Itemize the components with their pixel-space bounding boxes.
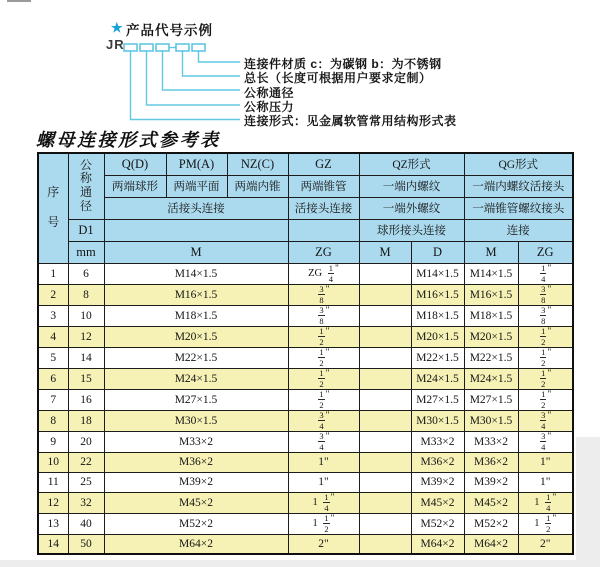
- m-cell: M39×2: [104, 472, 288, 492]
- dn-cell: 18: [68, 410, 104, 431]
- qz-d-cell: M45×2: [411, 492, 464, 513]
- table-title: 螺母连接形式参考表: [36, 130, 221, 150]
- table-row: [38, 534, 573, 554]
- header-qz-desc1: 一端内螺纹: [359, 175, 464, 197]
- qg-m-cell: M45×2: [464, 492, 518, 513]
- diagram-label: 公称通径: [244, 85, 295, 100]
- qz-d-cell: M33×2: [411, 431, 464, 452]
- m-cell: M52×2: [104, 513, 288, 534]
- qg-zg-cell: 1 $\frac{1}{2}$ ": [518, 513, 573, 534]
- qg-zg-cell: $\frac{1}{2}$ ": [518, 368, 573, 389]
- diagram-label: 连接件材质 c：为碳钢 b：为不锈钢: [244, 57, 442, 71]
- qg-m-cell: M14×1.5: [464, 263, 518, 284]
- m-cell: M14×1.5: [104, 263, 288, 284]
- scan-edge-right: [576, 437, 600, 567]
- qz-m-cell: [359, 347, 411, 368]
- header-gz-desc: 两端锥管: [288, 175, 359, 197]
- dn-cell: 16: [68, 389, 104, 410]
- dn-cell: 20: [68, 431, 104, 452]
- seq-cell: 9: [38, 431, 68, 452]
- qz-m-cell: [359, 431, 411, 452]
- m-cell: M64×2: [104, 534, 288, 554]
- qg-m-cell: M20×1.5: [464, 326, 518, 347]
- header-col-nz: NZ(C): [227, 153, 288, 175]
- qg-m-cell: M22×1.5: [464, 347, 518, 368]
- header-blank-left: [104, 219, 288, 241]
- gz-zg-cell: $\frac{1}{2}$ ": [288, 389, 359, 410]
- header-left-conn: 活接头连接: [104, 197, 288, 219]
- dn-cell: 6: [68, 263, 104, 284]
- qg-zg-cell: $\frac{3}{4}$ ": [518, 431, 573, 452]
- scan-edge-bottom: [0, 560, 600, 567]
- m-cell: M27×1.5: [104, 389, 288, 410]
- qz-m-cell: [359, 492, 411, 513]
- header-gz-conn: 活接头连接: [288, 197, 359, 219]
- qg-m-cell: M18×1.5: [464, 305, 518, 326]
- qz-d-cell: M18×1.5: [411, 305, 464, 326]
- qz-d-cell: M14×1.5: [411, 263, 464, 284]
- table-row: [38, 410, 573, 431]
- qg-zg-cell: $\frac{3}{4}$ ": [518, 410, 573, 431]
- dn-cell: 50: [68, 534, 104, 554]
- qz-d-cell: M36×2: [411, 452, 464, 472]
- qz-d-cell: M16×1.5: [411, 284, 464, 305]
- header-blank-gz: [288, 219, 359, 241]
- qz-d-cell: M64×2: [411, 534, 464, 554]
- qg-zg-cell: $\frac{1}{2}$ ": [518, 389, 573, 410]
- qz-m-cell: [359, 263, 411, 284]
- gz-zg-cell: 2": [288, 534, 359, 554]
- header-col-qz: QZ形式: [359, 153, 464, 175]
- table-row: [38, 305, 573, 326]
- table-row: [38, 389, 573, 410]
- qz-m-cell: [359, 284, 411, 305]
- qg-m-cell: M36×2: [464, 452, 518, 472]
- gz-zg-cell: 1": [288, 452, 359, 472]
- seq-cell: 12: [38, 492, 68, 513]
- qg-zg-cell: $\frac{1}{2}$ ": [518, 347, 573, 368]
- star-icon: ★: [111, 20, 123, 35]
- qz-d-cell: M39×2: [411, 472, 464, 492]
- table-row: [38, 452, 573, 472]
- seq-cell: 1: [38, 263, 68, 284]
- qz-d-cell: M24×1.5: [411, 368, 464, 389]
- qz-m-cell: [359, 368, 411, 389]
- header-col-pm: PM(A): [166, 153, 227, 175]
- table-row: [38, 368, 573, 389]
- gz-zg-cell: ZG $\frac{1}{4}$ ": [288, 263, 359, 284]
- m-cell: M16×1.5: [104, 284, 288, 305]
- table-row: [38, 513, 573, 534]
- qz-d-cell: M20×1.5: [411, 326, 464, 347]
- table-row: [38, 347, 573, 368]
- gz-zg-cell: 1 $\frac{1}{4}$ ": [288, 492, 359, 513]
- table-row: [38, 326, 573, 347]
- header-q-desc: 两端球形: [104, 175, 166, 197]
- m-cell: M45×2: [104, 492, 288, 513]
- header-qg-desc2: 一端锥管螺纹接头: [464, 197, 573, 219]
- diagram-label: 总长（长度可根据用户要求定制）: [244, 71, 432, 86]
- diagram-title: 产品代号示例: [126, 23, 213, 38]
- diagram-label: 公称压力: [244, 99, 295, 114]
- seq-cell: 11: [38, 472, 68, 492]
- gz-zg-cell: $\frac{3}{4}$ ": [288, 431, 359, 452]
- header-col-q: Q(D): [104, 153, 166, 175]
- qg-zg-cell: $\frac{1}{2}$ ": [518, 326, 573, 347]
- qz-m-cell: [359, 472, 411, 492]
- qg-zg-cell: $\frac{3}{8}$ ": [518, 305, 573, 326]
- gz-zg-cell: $\frac{1}{2}$ ": [288, 347, 359, 368]
- table-header: [38, 153, 573, 263]
- header-qz-conn: 球形接头连接: [359, 219, 464, 241]
- gz-zg-cell: 1 $\frac{1}{2}$ ": [288, 513, 359, 534]
- table-row: [38, 431, 573, 452]
- seq-cell: 10: [38, 452, 68, 472]
- table-row: [38, 263, 573, 284]
- qg-m-cell: M33×2: [464, 431, 518, 452]
- dn-cell: 15: [68, 368, 104, 389]
- m-cell: M22×1.5: [104, 347, 288, 368]
- dn-cell: 8: [68, 284, 104, 305]
- header-qg-desc1: 一端内螺纹活接头: [464, 175, 573, 197]
- header-col-qg: QG形式: [464, 153, 573, 175]
- qg-m-cell: M27×1.5: [464, 389, 518, 410]
- header-dn: 公 称 通 径: [68, 153, 104, 219]
- table-body: [38, 263, 573, 554]
- header-qz-desc2: 一端外螺纹: [359, 197, 464, 219]
- header-pm-desc: 两端平面: [166, 175, 227, 197]
- seq-cell: 7: [38, 389, 68, 410]
- qg-m-cell: M30×1.5: [464, 410, 518, 431]
- qg-m-cell: M52×2: [464, 513, 518, 534]
- qg-m-cell: M39×2: [464, 472, 518, 492]
- qg-m-cell: M64×2: [464, 534, 518, 554]
- code-prefix: JR: [106, 37, 125, 52]
- m-cell: M30×1.5: [104, 410, 288, 431]
- qz-d-cell: M52×2: [411, 513, 464, 534]
- dn-cell: 14: [68, 347, 104, 368]
- diagram-label: 连接形式：见金属软管常用结构形式表: [244, 114, 457, 129]
- qg-zg-cell: 2": [518, 534, 573, 554]
- header-qg-zg: ZG: [518, 241, 573, 263]
- dn-cell: 22: [68, 452, 104, 472]
- header-qz-m: M: [359, 241, 411, 263]
- seq-cell: 14: [38, 534, 68, 554]
- header-zg: ZG: [288, 241, 359, 263]
- header-seq: 序 号: [38, 153, 68, 263]
- header-mm: mm: [68, 241, 104, 263]
- m-cell: M24×1.5: [104, 368, 288, 389]
- qz-d-cell: M22×1.5: [411, 347, 464, 368]
- seq-cell: 8: [38, 410, 68, 431]
- qg-zg-cell: 1 $\frac{1}{4}$ ": [518, 492, 573, 513]
- scan-artifact: [7, 0, 31, 2]
- gz-zg-cell: $\frac{3}{8}$ ": [288, 305, 359, 326]
- seq-cell: 3: [38, 305, 68, 326]
- qz-m-cell: [359, 305, 411, 326]
- table-row: [38, 284, 573, 305]
- header-qz-d: D: [411, 241, 464, 263]
- seq-cell: 2: [38, 284, 68, 305]
- qg-m-cell: M24×1.5: [464, 368, 518, 389]
- header-nz-desc: 两端内锥: [227, 175, 288, 197]
- header-qg-m: M: [464, 241, 518, 263]
- qz-m-cell: [359, 389, 411, 410]
- m-cell: M20×1.5: [104, 326, 288, 347]
- qg-zg-cell: 1": [518, 452, 573, 472]
- qz-m-cell: [359, 326, 411, 347]
- m-cell: M33×2: [104, 431, 288, 452]
- gz-zg-cell: $\frac{1}{2}$ ": [288, 326, 359, 347]
- qz-m-cell: [359, 534, 411, 554]
- seq-cell: 4: [38, 326, 68, 347]
- dn-cell: 25: [68, 472, 104, 492]
- seq-cell: 13: [38, 513, 68, 534]
- qz-m-cell: [359, 452, 411, 472]
- dn-cell: 12: [68, 326, 104, 347]
- qg-zg-cell: 1": [518, 472, 573, 492]
- qg-zg-cell: $\frac{1}{4}$ ": [518, 263, 573, 284]
- seq-cell: 5: [38, 347, 68, 368]
- header-col-gz: GZ: [288, 153, 359, 175]
- m-cell: M18×1.5: [104, 305, 288, 326]
- dn-cell: 10: [68, 305, 104, 326]
- m-cell: M36×2: [104, 452, 288, 472]
- header-qg-conn: 连接: [464, 219, 573, 241]
- nut-connection-table: [37, 152, 574, 555]
- code-boxes: [124, 44, 205, 51]
- qz-d-cell: M27×1.5: [411, 389, 464, 410]
- gz-zg-cell: 1": [288, 472, 359, 492]
- qz-m-cell: [359, 513, 411, 534]
- qz-m-cell: [359, 410, 411, 431]
- table-row: [38, 472, 573, 492]
- header-m: M: [104, 241, 288, 263]
- gz-zg-cell: $\frac{1}{2}$ ": [288, 368, 359, 389]
- dn-cell: 32: [68, 492, 104, 513]
- seq-cell: 6: [38, 368, 68, 389]
- table-row: [38, 492, 573, 513]
- header-d1: D1: [68, 219, 104, 241]
- qz-d-cell: M30×1.5: [411, 410, 464, 431]
- dn-cell: 40: [68, 513, 104, 534]
- gz-zg-cell: $\frac{3}{8}$ ": [288, 284, 359, 305]
- gz-zg-cell: $\frac{3}{4}$ ": [288, 410, 359, 431]
- qg-zg-cell: $\frac{3}{8}$ ": [518, 284, 573, 305]
- qg-m-cell: M16×1.5: [464, 284, 518, 305]
